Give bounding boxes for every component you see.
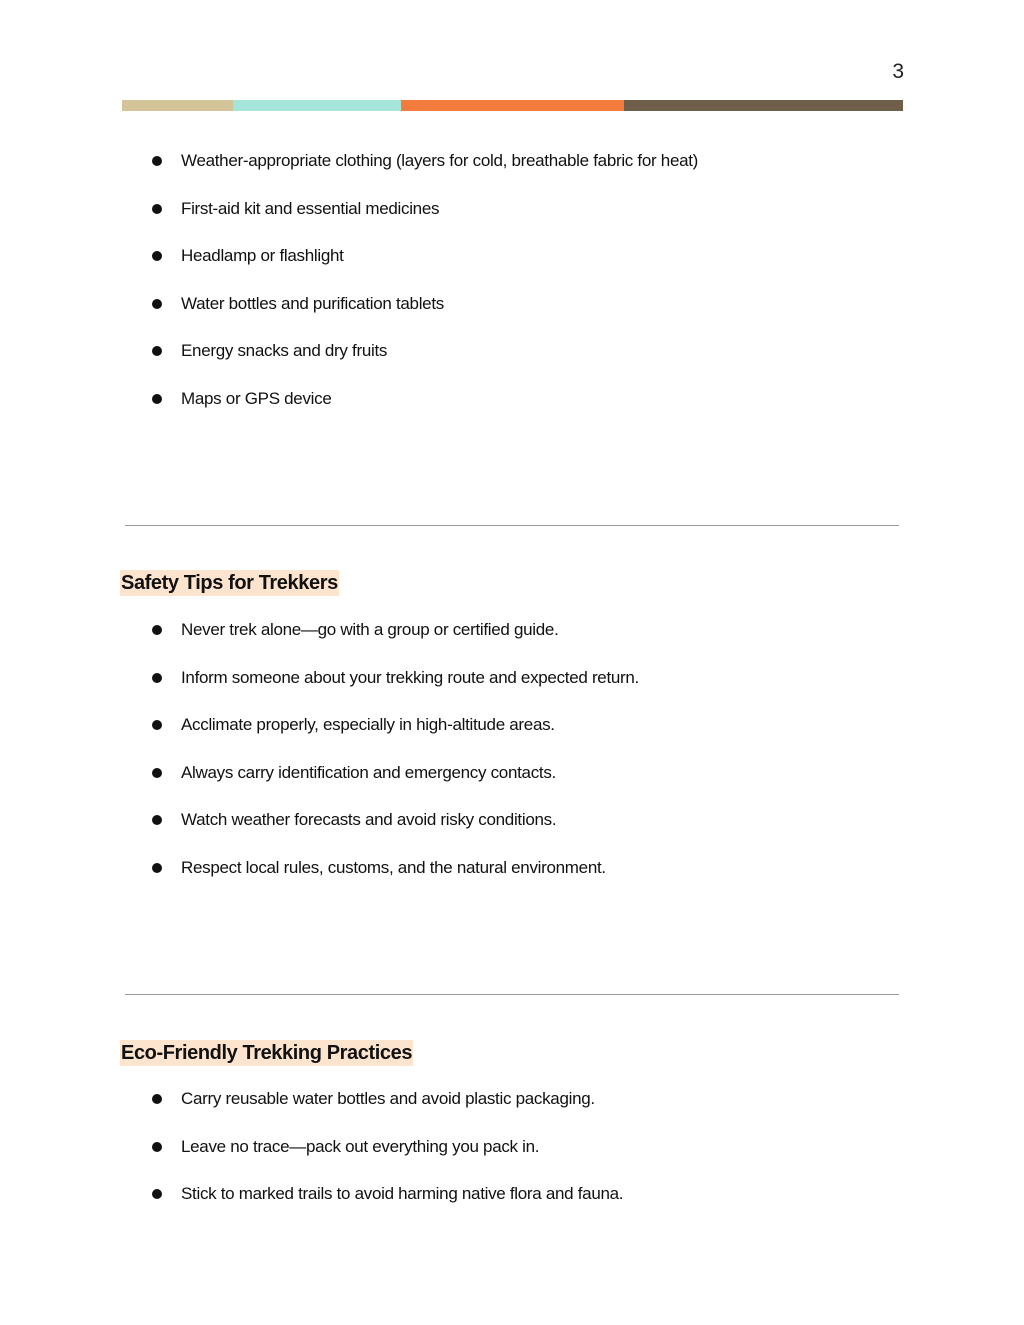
- list-item: [150, 1183, 623, 1231]
- bullet-icon: [152, 394, 162, 404]
- bullet-icon: [152, 720, 162, 730]
- list-item-text: Always carry identification and emergency contacts.: [181, 762, 556, 782]
- list-item: [150, 714, 639, 762]
- list-item-text: Carry reusable water bottles and avoid plastic packaging.: [181, 1089, 595, 1108]
- eco-heading: Eco-Friendly Trekking Practices: [121, 1042, 413, 1064]
- list-item-text: Headlamp or flashlight: [181, 246, 344, 266]
- bullet-icon: [152, 1189, 162, 1199]
- list-item-text: Watch weather forecasts and avoid risky conditions.: [181, 810, 557, 830]
- bullet-icon: [152, 673, 162, 683]
- list-item: [150, 809, 639, 857]
- list-item: [150, 293, 698, 341]
- list-item-text: Respect local rules, customs, and the natural environment.: [181, 857, 606, 877]
- list-item-text: Stick to marked trails to avoid harming native flora and fauna.: [181, 1184, 624, 1204]
- list-item: [150, 340, 698, 388]
- bullet-icon: [152, 346, 162, 356]
- color-bar-segment-2: [233, 100, 401, 111]
- list-item-text: Energy snacks and dry fruits: [181, 341, 388, 361]
- list-item-text: Leave no trace—pack out everything you pack in.: [181, 1136, 540, 1156]
- list-item-text: First-aid kit and essential medicines: [181, 198, 440, 218]
- bullet-icon: [152, 863, 162, 873]
- bullet-icon: [152, 299, 162, 309]
- list-item: [150, 245, 698, 293]
- list-item: [150, 388, 698, 436]
- list-item-text: Weather-appropriate clothing (layers for cold, breathable fabric for heat): [181, 151, 699, 170]
- bullet-icon: [152, 204, 162, 214]
- header-color-bar: [122, 100, 903, 111]
- list-item: [150, 1088, 623, 1136]
- list-item-text: Acclimate properly, especially in high-altitude areas.: [181, 715, 555, 735]
- section-divider: [125, 994, 899, 995]
- list-item: [150, 198, 698, 246]
- list-item: [150, 667, 639, 715]
- bullet-icon: [152, 625, 162, 635]
- page-number: 3: [892, 60, 904, 83]
- eco-list: [150, 1088, 623, 1231]
- list-item: [150, 1136, 623, 1184]
- safety-heading: Safety Tips for Trekkers: [121, 572, 338, 594]
- color-bar-segment-4: [624, 100, 903, 111]
- list-item: [150, 619, 639, 667]
- list-item-text: Water bottles and purification tablets: [181, 293, 444, 313]
- list-item: [150, 857, 639, 905]
- bullet-icon: [152, 251, 162, 261]
- bullet-icon: [152, 1094, 162, 1104]
- packing-list: [150, 150, 698, 436]
- safety-list: [150, 619, 639, 905]
- list-item: [150, 762, 639, 810]
- list-item-text: Maps or GPS device: [181, 388, 332, 408]
- bullet-icon: [152, 815, 162, 825]
- bullet-icon: [152, 156, 162, 166]
- color-bar-segment-1: [122, 100, 233, 111]
- color-bar-segment-3: [401, 100, 624, 111]
- bullet-icon: [152, 1142, 162, 1152]
- list-item-text: Inform someone about your trekking route and expected return.: [181, 667, 639, 687]
- list-item: [150, 150, 698, 198]
- list-item-text: Never trek alone—go with a group or certified guide.: [181, 620, 559, 639]
- bullet-icon: [152, 768, 162, 778]
- section-divider: [125, 525, 899, 526]
